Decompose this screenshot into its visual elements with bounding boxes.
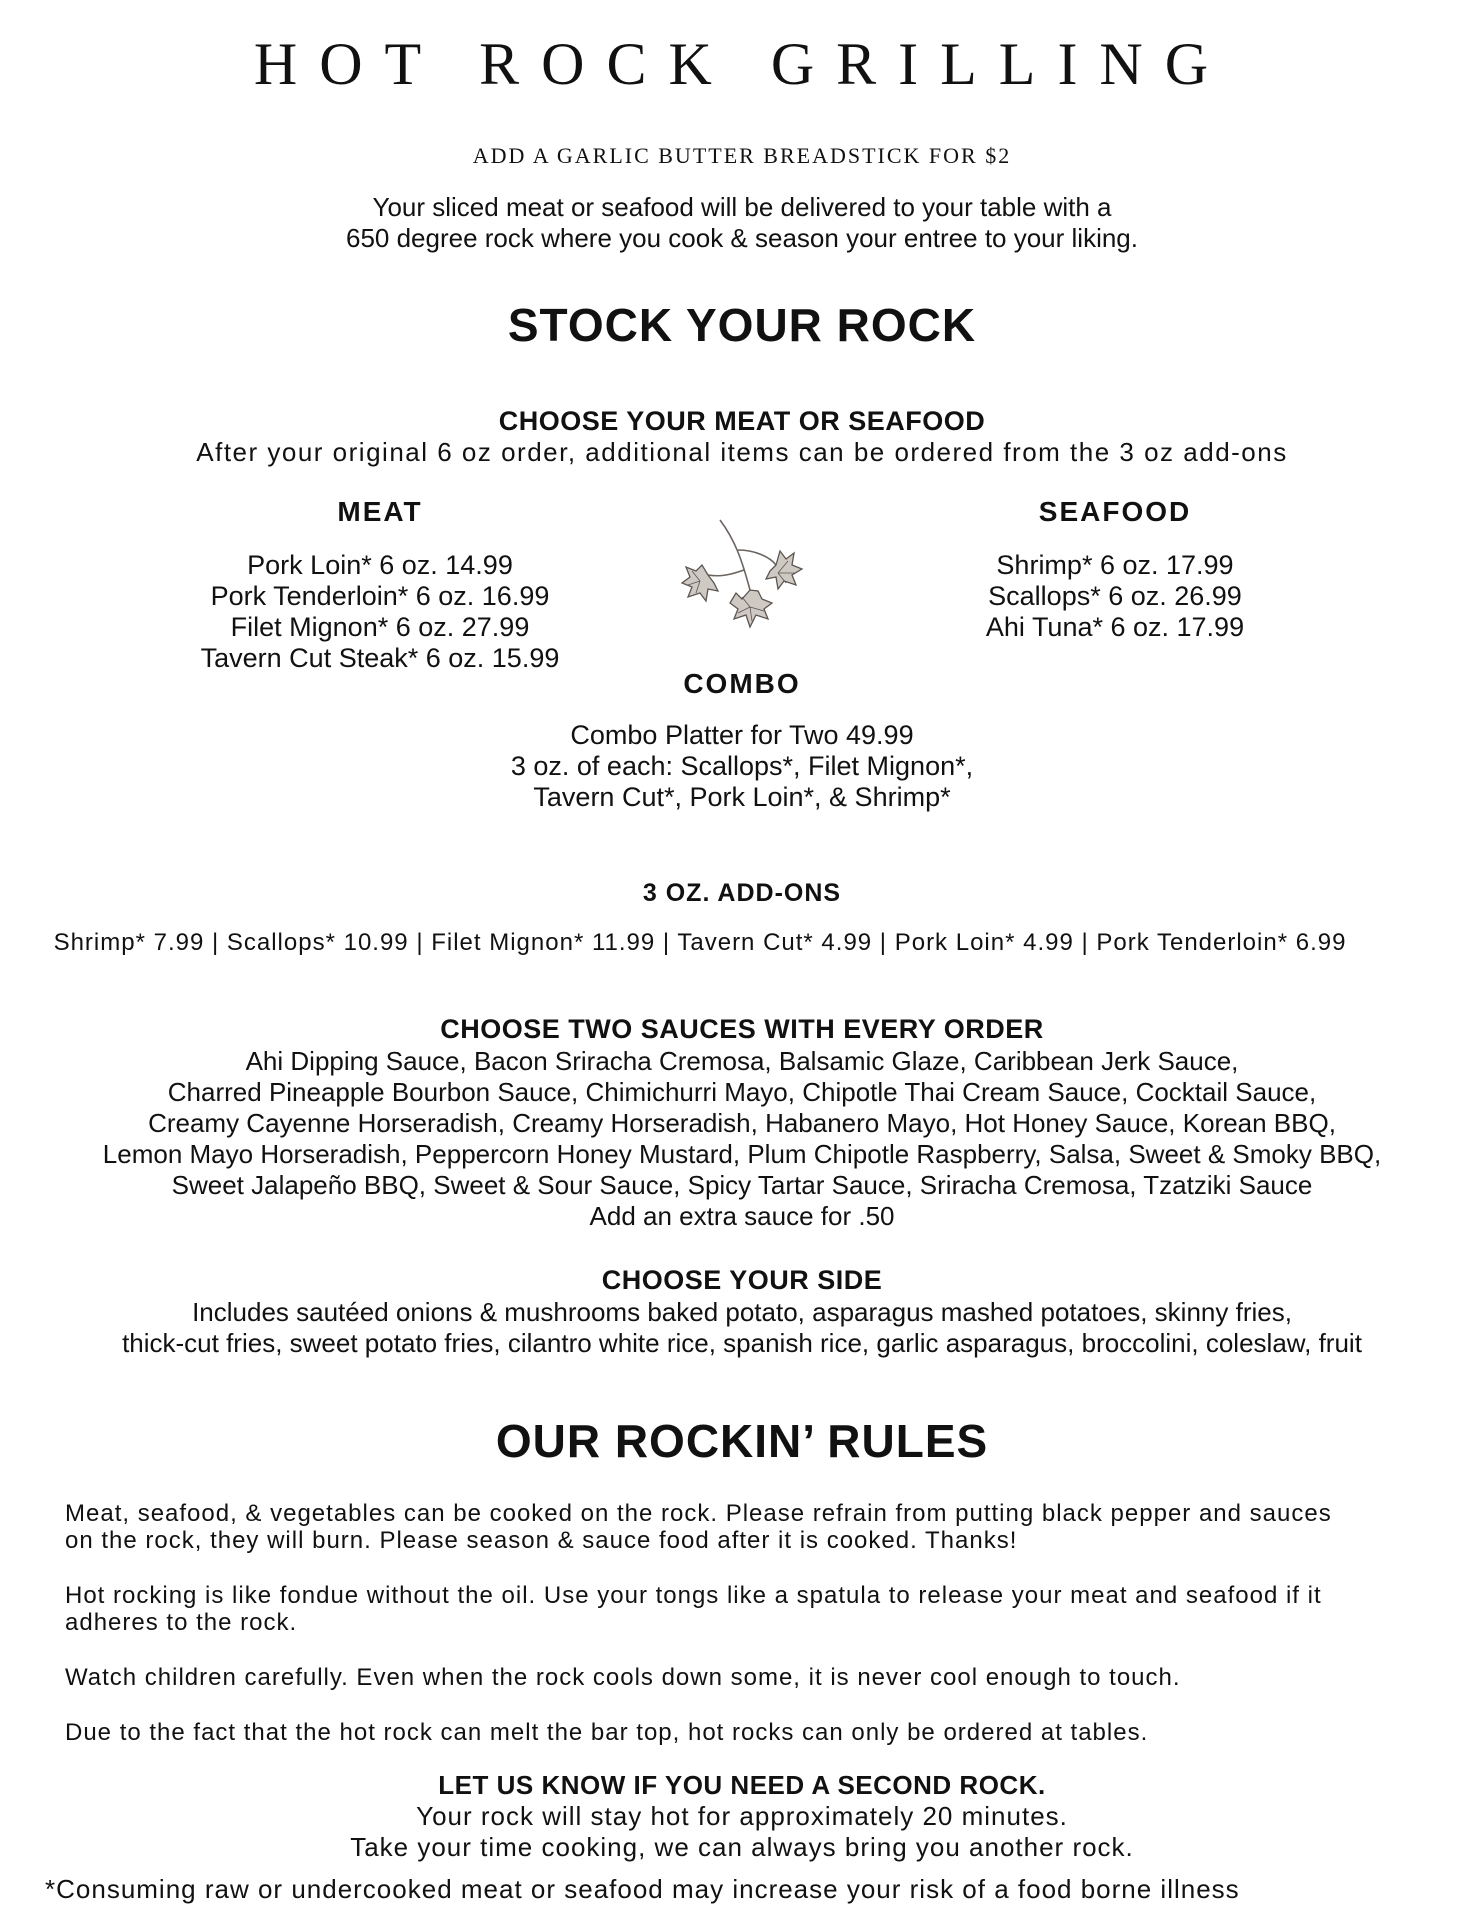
maple-leaf-branch-icon bbox=[680, 515, 805, 630]
second-rock-line: Take your time cooking, we can always bring you another rock. bbox=[350, 1832, 1134, 1862]
second-rock-text bbox=[0, 1801, 1484, 1863]
seafood-item: Scallops* 6 oz. 26.99 bbox=[988, 581, 1242, 611]
sauces-line: Creamy Cayenne Horseradish, Creamy Horseradish, Habanero Mayo, Hot Honey Sauce, Korean BBQ, bbox=[148, 1108, 1336, 1138]
combo-line: Combo Platter for Two 49.99 bbox=[570, 720, 914, 750]
rule-text: Due to the fact that the hot rock can melt the bar top, hot rocks can only be ordered at tables. bbox=[65, 1719, 1149, 1746]
stock-your-rock-heading: STOCK YOUR ROCK bbox=[507, 299, 977, 351]
seafood-heading: SEAFOOD bbox=[1038, 496, 1192, 527]
sauces-line: Charred Pineapple Bourbon Sauce, Chimichurri Mayo, Chipotle Thai Cream Sauce, Cocktail Sauce, bbox=[167, 1077, 1317, 1107]
combo-line: 3 oz. of each: Scallops*, Filet Mignon*, bbox=[510, 751, 974, 781]
meat-section bbox=[150, 496, 610, 674]
breadstick-offer: ADD A GARLIC BUTTER BREADSTICK FOR $2 bbox=[472, 143, 1012, 168]
sauces-heading: CHOOSE TWO SAUCES WITH EVERY ORDER bbox=[440, 1014, 1044, 1044]
addons-heading: 3 OZ. ADD-ONS bbox=[642, 879, 842, 907]
seafood-section bbox=[890, 496, 1340, 643]
meat-heading: MEAT bbox=[337, 496, 423, 527]
seafood-item: Ahi Tuna* 6 oz. 17.99 bbox=[985, 612, 1245, 642]
sauces-list bbox=[0, 1046, 1484, 1232]
sauces-line: Sweet Jalapeño BBQ, Sweet & Sour Sauce, Spicy Tartar Sauce, Sriracha Cremosa, Tzatziki Sauce bbox=[171, 1170, 1313, 1200]
sauces-line: Lemon Mayo Horseradish, Peppercorn Honey Mustard, Plum Chipotle Raspberry, Salsa, Sweet & Smoky BBQ, bbox=[102, 1139, 1382, 1169]
rule-text: Hot rocking is like fondue without the oil. Use your tongs like a spatula to release your meat and seafood if it adheres to the rock. bbox=[65, 1582, 1322, 1636]
meat-item: Pork Loin* 6 oz. 14.99 bbox=[247, 550, 513, 580]
rules-heading: OUR ROCKIN’ RULES bbox=[495, 1415, 989, 1467]
meat-item: Filet Mignon* 6 oz. 27.99 bbox=[230, 612, 530, 642]
meat-item: Tavern Cut Steak* 6 oz. 15.99 bbox=[200, 643, 560, 673]
rule-text: Meat, seafood, & vegetables can be cooked on the rock. Please refrain from putting black pepper and sauces on the rock, they will burn. Please season & sauce food after it is cooked. Thanks! bbox=[65, 1500, 1332, 1554]
rule-text: Watch children carefully. Even when the rock cools down some, it is never cool enough to touch. bbox=[65, 1664, 1181, 1691]
combo-heading: COMBO bbox=[683, 668, 801, 699]
side-heading: CHOOSE YOUR SIDE bbox=[601, 1265, 883, 1295]
meat-item: Pork Tenderloin* 6 oz. 16.99 bbox=[210, 581, 550, 611]
food-safety-disclaimer: *Consuming raw or undercooked meat or seafood may increase your risk of a food borne illness bbox=[45, 1874, 1240, 1904]
side-line: Includes sautéed onions & mushrooms baked potato, asparagus mashed potatoes, skinny fries, bbox=[192, 1297, 1292, 1327]
addons-line: Shrimp* 7.99 | Scallops* 10.99 | Filet Mignon* 11.99 | Tavern Cut* 4.99 | Pork Loin* 4.99 | Pork Tenderloin* 6.99 bbox=[53, 929, 1347, 956]
intro-text bbox=[0, 192, 1484, 254]
sauces-line: Ahi Dipping Sauce, Bacon Sriracha Cremosa, Balsamic Glaze, Caribbean Jerk Sauce, bbox=[245, 1046, 1239, 1076]
extra-sauce-line: Add an extra sauce for .50 bbox=[589, 1201, 895, 1231]
restaurant-title: HOT ROCK GRILLING bbox=[253, 31, 1231, 97]
combo-line: Tavern Cut*, Pork Loin*, & Shrimp* bbox=[533, 782, 951, 812]
intro-line-1: Your sliced meat or seafood will be delivered to your table with a bbox=[372, 192, 1112, 222]
maple-leaf-branch-icon bbox=[680, 515, 805, 630]
second-rock-line: Your rock will stay hot for approximately 20 minutes. bbox=[416, 1801, 1068, 1831]
rules-list bbox=[65, 1500, 1445, 1774]
intro-line-2: 650 degree rock where you cook & season your entree to your liking. bbox=[345, 223, 1138, 253]
choose-meat-heading: CHOOSE YOUR MEAT OR SEAFOOD bbox=[498, 406, 986, 436]
side-list bbox=[0, 1297, 1484, 1359]
seafood-item: Shrimp* 6 oz. 17.99 bbox=[996, 550, 1234, 580]
choose-meat-subtitle: After your original 6 oz order, additional items can be ordered from the 3 oz add-ons bbox=[196, 437, 1288, 467]
side-line: thick-cut fries, sweet potato fries, cilantro white rice, spanish rice, garlic asparagus, broccolini, coleslaw, fruit bbox=[122, 1328, 1362, 1358]
second-rock-heading: LET US KNOW IF YOU NEED A SECOND ROCK. bbox=[438, 1770, 1046, 1800]
combo-section bbox=[442, 668, 1042, 813]
